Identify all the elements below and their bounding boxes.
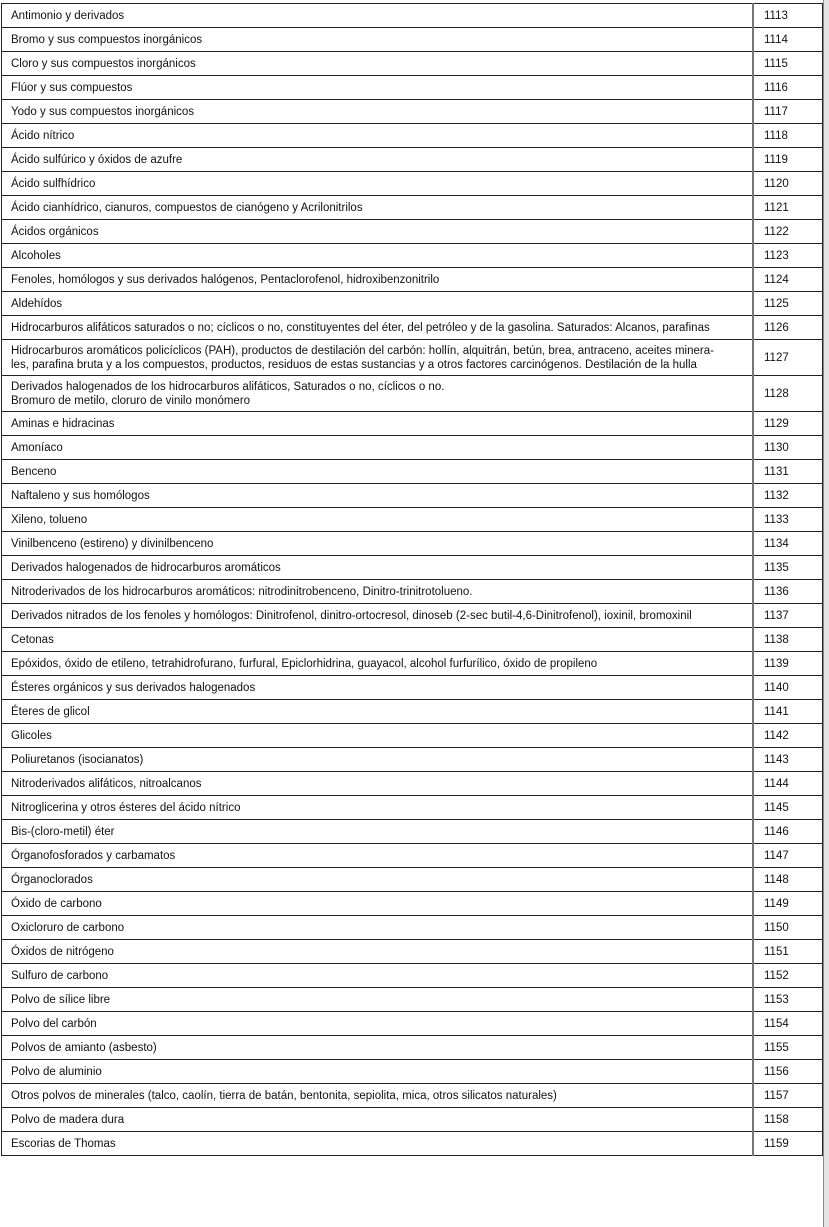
- substance-description: Polvo de madera dura: [2, 1108, 754, 1132]
- table-row: [2, 556, 823, 580]
- substance-code: 1149: [753, 892, 823, 916]
- substance-code: 1123: [753, 244, 823, 268]
- substance-description: Flúor y sus compuestos: [2, 76, 754, 100]
- substance-code: 1157: [753, 1084, 823, 1108]
- substance-description: Derivados halogenados de hidrocarburos aromáticos: [2, 556, 754, 580]
- table-row: [2, 1108, 823, 1132]
- substance-code: 1137: [753, 604, 823, 628]
- table-row: [2, 1036, 823, 1060]
- substance-code: 1128: [753, 376, 823, 412]
- substance-description: Cetonas: [2, 628, 754, 652]
- substance-description: Polvos de amianto (asbesto): [2, 1036, 754, 1060]
- table-row: [2, 172, 823, 196]
- substance-description: Hidrocarburos alifáticos saturados o no; cíclicos o no, constituyentes del éter, del petróleo y de la gasolina. Saturados: Alcanos, parafinas: [2, 316, 754, 340]
- table-row: [2, 436, 823, 460]
- substance-description: Aldehídos: [2, 292, 754, 316]
- substance-code: 1150: [753, 916, 823, 940]
- table-row: [2, 916, 823, 940]
- substance-code: 1159: [753, 1132, 823, 1156]
- table-row: [2, 508, 823, 532]
- substance-description: [2, 376, 754, 412]
- substance-description: Nitroderivados de los hidrocarburos aromáticos: nitrodinitrobenceno, Dinitro-trinitrotolueno.: [2, 580, 754, 604]
- table-row: [2, 124, 823, 148]
- substance-description: Derivados nitrados de los fenoles y homólogos: Dinitrofenol, dinitro-ortocresol, dinoseb (2-sec butil-4,6-Dinitrofenol), ioxinil, bromoxinil: [2, 604, 754, 628]
- table-row: [2, 844, 823, 868]
- table-row: [2, 820, 823, 844]
- substance-code: 1138: [753, 628, 823, 652]
- table-row: [2, 796, 823, 820]
- substance-description: Bromo y sus compuestos inorgánicos: [2, 28, 754, 52]
- table-row: [2, 316, 823, 340]
- substance-code: 1121: [753, 196, 823, 220]
- substance-description: Naftaleno y sus homólogos: [2, 484, 754, 508]
- description-line: Bromuro de metilo, cloruro de vinilo monómero: [11, 394, 251, 407]
- table-row: [2, 100, 823, 124]
- substance-code: 1126: [753, 316, 823, 340]
- table-row: [2, 1060, 823, 1084]
- substance-code: 1156: [753, 1060, 823, 1084]
- substance-code: 1114: [753, 28, 823, 52]
- table-row: [2, 1084, 823, 1108]
- substance-description: Órganoclorados: [2, 868, 754, 892]
- substance-description: Polvo del carbón: [2, 1012, 754, 1036]
- table-row: [2, 220, 823, 244]
- substance-code: 1133: [753, 508, 823, 532]
- substance-description: Oxicloruro de carbono: [2, 916, 754, 940]
- table-row: [2, 376, 823, 412]
- substance-description: Aminas e hidracinas: [2, 412, 754, 436]
- table-row: [2, 412, 823, 436]
- table-body: [2, 4, 823, 1156]
- substance-code: 1146: [753, 820, 823, 844]
- substance-description: Nitroglicerina y otros ésteres del ácido nítrico: [2, 796, 754, 820]
- substance-code: 1155: [753, 1036, 823, 1060]
- table-row: [2, 1132, 823, 1156]
- table-row: [2, 700, 823, 724]
- substance-description: [2, 340, 754, 376]
- table-row: [2, 628, 823, 652]
- substance-code: 1135: [753, 556, 823, 580]
- page-edge: [823, 0, 829, 1227]
- substance-description: Órganofosforados y carbamatos: [2, 844, 754, 868]
- substance-code: 1134: [753, 532, 823, 556]
- substance-description: Vinilbenceno (estireno) y divinilbenceno: [2, 532, 754, 556]
- table-row: [2, 532, 823, 556]
- substance-description: Nitroderivados alifáticos, nitroalcanos: [2, 772, 754, 796]
- substance-description: Glicoles: [2, 724, 754, 748]
- substance-description: Yodo y sus compuestos inorgánicos: [2, 100, 754, 124]
- substance-description: Polvo de sílice libre: [2, 988, 754, 1012]
- substance-description: Ácidos orgánicos: [2, 220, 754, 244]
- substance-code: 1147: [753, 844, 823, 868]
- substance-code: 1122: [753, 220, 823, 244]
- substance-code: 1130: [753, 436, 823, 460]
- substance-description: Éteres de glicol: [2, 700, 754, 724]
- description-line: Hidrocarburos aromáticos policíclicos (PAH), productos de destilación del carbón: hollín, alquitrán, betún, brea, antraceno, aceites minera-: [11, 344, 714, 357]
- substance-code: 1142: [753, 724, 823, 748]
- table-row: [2, 940, 823, 964]
- substance-code: 1116: [753, 76, 823, 100]
- description-line: Derivados halogenados de los hidrocarburos alifáticos, Saturados o no, cíclicos o no.: [11, 380, 445, 393]
- table-row: [2, 748, 823, 772]
- table-row: [2, 604, 823, 628]
- table-row: [2, 892, 823, 916]
- substance-code: 1117: [753, 100, 823, 124]
- table-row: [2, 1012, 823, 1036]
- substance-code: 1145: [753, 796, 823, 820]
- table-row: [2, 988, 823, 1012]
- substance-code: 1118: [753, 124, 823, 148]
- substance-description: Polvo de aluminio: [2, 1060, 754, 1084]
- table-row: [2, 196, 823, 220]
- substance-code: 1143: [753, 748, 823, 772]
- substance-description: Otros polvos de minerales (talco, caolín, tierra de batán, bentonita, sepiolita, mica, otros silicatos naturales): [2, 1084, 754, 1108]
- table-row: [2, 868, 823, 892]
- table-row: [2, 772, 823, 796]
- substance-description: Bis-(cloro-metil) éter: [2, 820, 754, 844]
- table-row: [2, 4, 823, 28]
- substance-description: Ácido cianhídrico, cianuros, compuestos de cianógeno y Acrilonitrilos: [2, 196, 754, 220]
- description-line: les, parafina bruta y a los compuestos, productos, residuos de estas sustancias y a otros factores carcinógenos. Destilación de la hulla: [11, 358, 697, 371]
- substance-code: 1131: [753, 460, 823, 484]
- substance-description: Alcoholes: [2, 244, 754, 268]
- substance-code: 1119: [753, 148, 823, 172]
- substance-description: Poliuretanos (isocianatos): [2, 748, 754, 772]
- substance-description: Óxidos de nitrógeno: [2, 940, 754, 964]
- substance-code: 1140: [753, 676, 823, 700]
- substance-code: 1129: [753, 412, 823, 436]
- table-row: [2, 292, 823, 316]
- substance-code: 1120: [753, 172, 823, 196]
- substance-description: Benceno: [2, 460, 754, 484]
- table-row: [2, 148, 823, 172]
- substance-description: Epóxidos, óxido de etileno, tetrahidrofurano, furfural, Epiclorhidrina, guayacol, alcohol furfurílico, óxido de propileno: [2, 652, 754, 676]
- table-row: [2, 652, 823, 676]
- table-row: [2, 244, 823, 268]
- substance-code: 1141: [753, 700, 823, 724]
- table-row: [2, 28, 823, 52]
- substance-code: 1154: [753, 1012, 823, 1036]
- table-row: [2, 52, 823, 76]
- substance-code: 1144: [753, 772, 823, 796]
- substance-code: 1124: [753, 268, 823, 292]
- substance-code: 1127: [753, 340, 823, 376]
- substance-description: Ácido nítrico: [2, 124, 754, 148]
- substance-description: Ácido sulfúrico y óxidos de azufre: [2, 148, 754, 172]
- table-row: [2, 460, 823, 484]
- substance-description: Amoníaco: [2, 436, 754, 460]
- substance-code: 1148: [753, 868, 823, 892]
- substance-code: 1152: [753, 964, 823, 988]
- substance-description: Xileno, tolueno: [2, 508, 754, 532]
- substance-description: Ésteres orgánicos y sus derivados halogenados: [2, 676, 754, 700]
- substance-description: Sulfuro de carbono: [2, 964, 754, 988]
- substance-code: 1158: [753, 1108, 823, 1132]
- substance-code: 1115: [753, 52, 823, 76]
- substance-code: 1125: [753, 292, 823, 316]
- table-row: [2, 268, 823, 292]
- substance-code: 1132: [753, 484, 823, 508]
- substance-code: 1153: [753, 988, 823, 1012]
- table-row: [2, 676, 823, 700]
- substances-table: [1, 3, 823, 1156]
- table-row: [2, 580, 823, 604]
- substance-code: 1139: [753, 652, 823, 676]
- substance-code: 1136: [753, 580, 823, 604]
- table-row: [2, 484, 823, 508]
- table-row: [2, 76, 823, 100]
- table-row: [2, 964, 823, 988]
- substance-description: Cloro y sus compuestos inorgánicos: [2, 52, 754, 76]
- substance-description: Óxido de carbono: [2, 892, 754, 916]
- substance-description: Fenoles, homólogos y sus derivados halógenos, Pentaclorofenol, hidroxibenzonitrilo: [2, 268, 754, 292]
- table-row: [2, 724, 823, 748]
- substance-description: Ácido sulfhídrico: [2, 172, 754, 196]
- substance-code: 1151: [753, 940, 823, 964]
- table-row: [2, 340, 823, 376]
- substance-description: Escorias de Thomas: [2, 1132, 754, 1156]
- substance-description: Antimonio y derivados: [2, 4, 754, 28]
- substance-code: 1113: [753, 4, 823, 28]
